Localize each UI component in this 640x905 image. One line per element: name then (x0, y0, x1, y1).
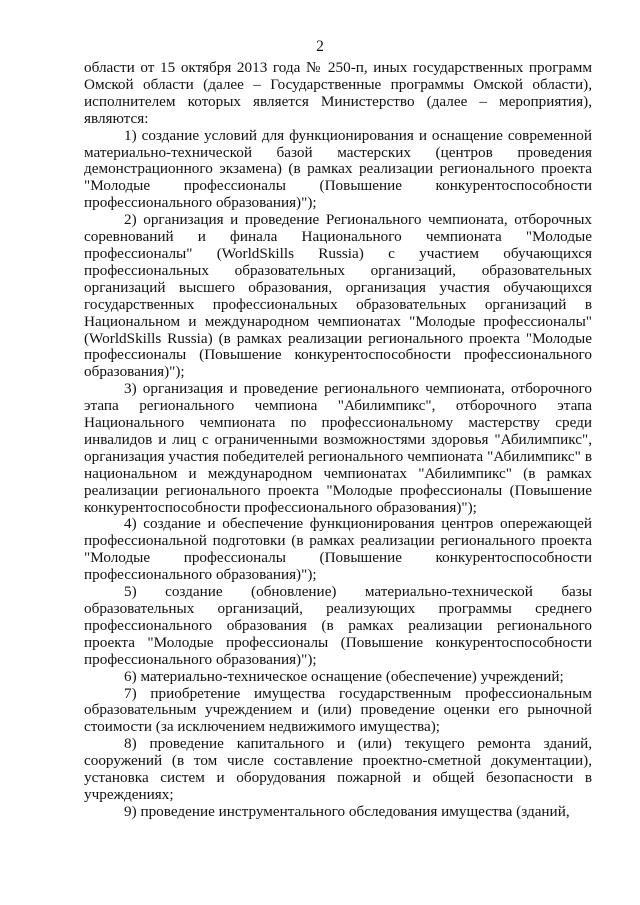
list-item-8: 8) проведение капитального и (или) текущего ремонта зданий, сооружений (в том числе составление проектно-сметной документации), установка систем и оборудования пожарной и общей безопасности в учреждениях; (84, 735, 592, 803)
list-item-2: 2) организация и проведение Регионального чемпионата, отборочных соревнований и финала Национального чемпионата "Молодые профессионалы" (WorldSkills Russia) с участием обучающихся профессиональных образовательных организаций, образовательных организаций высшего образования, организация участия обучающихся государственных профессиональных образовательных организаций в Национальном и международном чемпионатах "Молодые профессионалы" (WorldSkills Russia) (в рамках реализации регионального проекта "Молодые профессионалы (Повышение конкурентоспособности профессионального образования)"); (84, 211, 592, 381)
list-item-1: 1) создание условий для функционирования и оснащение современной материально-технической базой мастерских (центров проведения демонстрационного экзамена) (в рамках реализации регионального проекта "Молодые профессионалы (Повышение конкурентоспособности профессионального образования)"); (84, 126, 592, 212)
list-item-3: 3) организация и проведение регионального чемпионата, отборочного этапа регионального чемпиона "Абилимпикс", отборочного этапа Национального чемпионата по профессиональному мастерству среди инвалидов и лиц с ограниченными возможностями здоровья "Абилимпикс", организация участия победителей регионального чемпионата "Абилимпикс" в национальном и международном чемпионатах "Абилимпикс" (в рамках реализации регионального проекта "Молодые профессионалы (Повышение конкурентоспособности профессионального образования)"); (84, 380, 592, 516)
list-item-9: 9) проведение инструментального обследования имущества (зданий, (124, 802, 570, 820)
document-body (84, 60, 592, 821)
list-item-6: 6) материально-техническое оснащение (обеспечение) учреждений; (124, 667, 564, 685)
list-item-7: 7) приобретение имущества государственным профессиональным образовательным учреждением и (или) проведение оценки его рыночной стоимости (за исключением недвижимого имущества); (84, 684, 592, 736)
intro-paragraph-continuation: области от 15 октября 2013 года № 250-п, иных государственных программ Омской области (далее – Государственные программы Омской области), исполнителем которых является Министерство (далее – мероприятия), являются: (84, 59, 592, 127)
list-item-5: 5) создание (обновление) материально-технической базы образовательных организаций, реализующих программы среднего профессионального образования (в рамках реализации регионального проекта "Молодые профессионалы (Повышение конкурентоспособности профессионального образования)"); (84, 583, 592, 668)
list-item-4: 4) создание и обеспечение функционирования центров опережающей профессиональной подготовки (в рамках реализации регионального проекта "Молодые профессионалы (Повышение конкурентоспособности профессионального образования)"); (84, 515, 592, 584)
page-number: 2 (316, 38, 324, 55)
